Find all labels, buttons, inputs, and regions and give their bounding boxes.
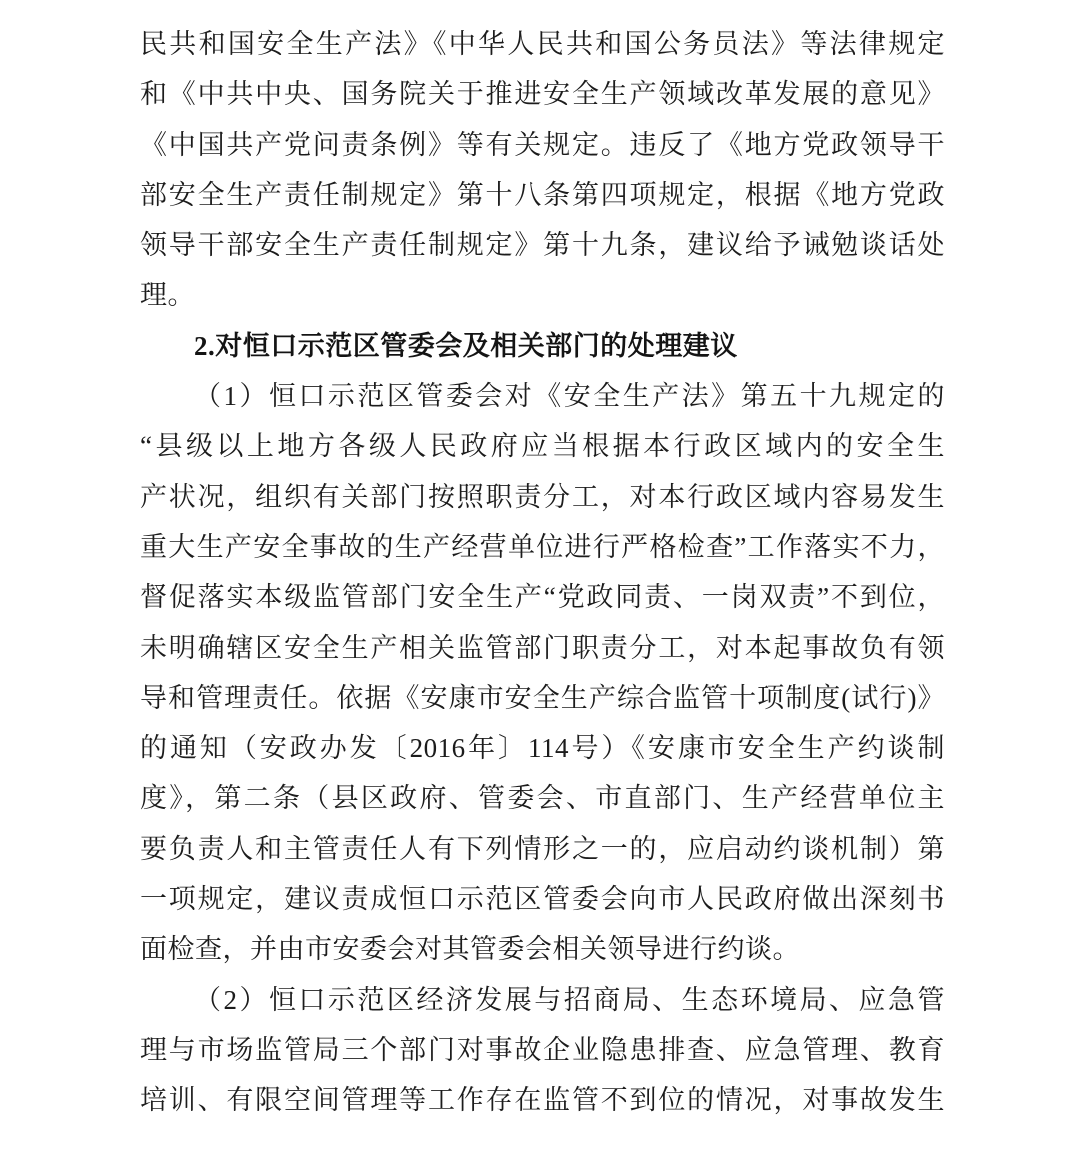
text-line: （2）恒口示范区经济发展与招商局、生态环境局、应急管 [194,984,945,1015]
section-heading: 2.对恒口示范区管委会及相关部门的处理建议 [194,330,738,361]
text-line: 要负责人和主管责任人有下列情形之一的，应启动约谈机制）第 [140,833,945,864]
text-line: 部安全生产责任制规定》第十八条第四项规定，根据《地方党政 [140,179,945,210]
text-line: 理与市场监管局三个部门对事故企业隐患排查、应急管理、教育 [140,1034,945,1065]
text-line: 督促落实本级监管部门安全生产“党政同责、一岗双责”不到位， [140,582,945,613]
text-line: 未明确辖区安全生产相关监管部门职责分工，对本起事故负有领 [140,632,945,663]
text-line: 民共和国安全生产法》《中华人民共和国公务员法》等法律规定 [140,29,945,59]
text-line: 《中国共产党问责条例》等有关规定。违反了《地方党政领导干 [140,129,945,160]
text-line: 的通知（安政办发〔2016年〕114号）《安康市安全生产约谈制 [140,733,945,764]
text-line: 度》，第二条（县区政府、管委会、市直部门、生产经营单位主 [140,783,945,814]
text-line: “县级以上地方各级人民政府应当根据本行政区域内的安全生 [140,431,945,462]
text-line: 面检查，并由市安委会对其管委会相关领导进行约谈。 [140,934,800,965]
text-line: 领导干部安全生产责任制规定》第十九条，建议给予诫勉谈话处 [140,230,945,261]
text-line: 理。 [140,280,195,311]
text-line: 重大生产安全事故的生产经营单位进行严格检查”工作落实不力， [140,531,945,562]
text-line: 一项规定，建议责成恒口示范区管委会向市人民政府做出深刻书 [140,884,945,915]
text-line: （1）恒口示范区管委会对《安全生产法》第五十九规定的 [194,381,945,412]
text-line: 导和管理责任。依据《安康市安全生产综合监管十项制度(试行)》 [140,682,945,713]
text-line: 和《中共中央、国务院关于推进安全生产领域改革发展的意见》 [140,79,945,110]
text-line: 产状况，组织有关部门按照职责分工，对本行政区域内容易发生 [140,481,945,512]
text-line: 培训、有限空间管理等工作存在监管不到位的情况，对事故发生 [140,1085,945,1116]
